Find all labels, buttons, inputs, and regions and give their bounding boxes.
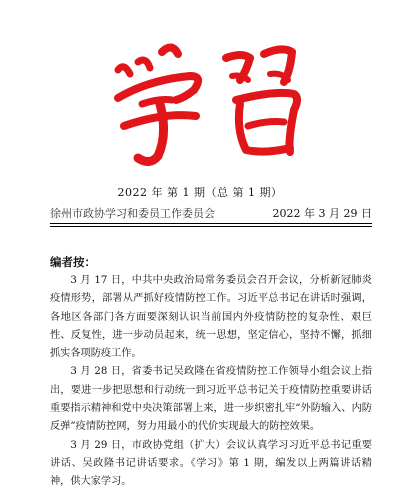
header-rule-thin [50, 226, 372, 227]
paragraph: 3 月 28 日，省委书记吴政隆在省疫情防控工作领导小组会议上指出，要进一步把思想和行动统一到习近平总书记关于疫情防控重要讲话重要指示精神和党中央决策部署上来，进一步织密扎牢“外防输入、内防反弹”疫情防控网，努力用最小的代价实现最大的防控效果。 [50, 366, 372, 433]
paragraph: 3 月 17 日，中共中央政治局常务委员会召开会议，分析新冠肺炎疫情形势，部署从严抓好疫情防控工作。习近平总书记在讲话时强调，各地区各部门各方面要深刻认识当前国内外疫情防控的复杂性、艰巨性、反复性，进一步动员起来，统一思想，坚定信心，坚持不懈，抓细抓实各项防疫工作。 [50, 275, 372, 360]
issue-number: 2022 年 第 1 期（总 第 1 期） [117, 186, 283, 199]
masthead-calligraphy [0, 0, 400, 180]
editor-note-title: 编者按： [50, 255, 96, 269]
editor-note-body [50, 272, 372, 492]
publish-date: 2022 年 3 月 29 日 [272, 207, 372, 220]
publisher-name: 徐州市政协学习和委员工作委员会 [50, 207, 215, 220]
masthead-logo [0, 0, 400, 180]
header-rule [50, 223, 372, 224]
paragraph: 3 月 29 日，市政协党组（扩大）会议认真学习习近平总书记重要讲话、吴政隆书记讲话要求。《学习》第 1 期，编发以上两篇讲话精神，供大家学习。 [50, 439, 372, 488]
